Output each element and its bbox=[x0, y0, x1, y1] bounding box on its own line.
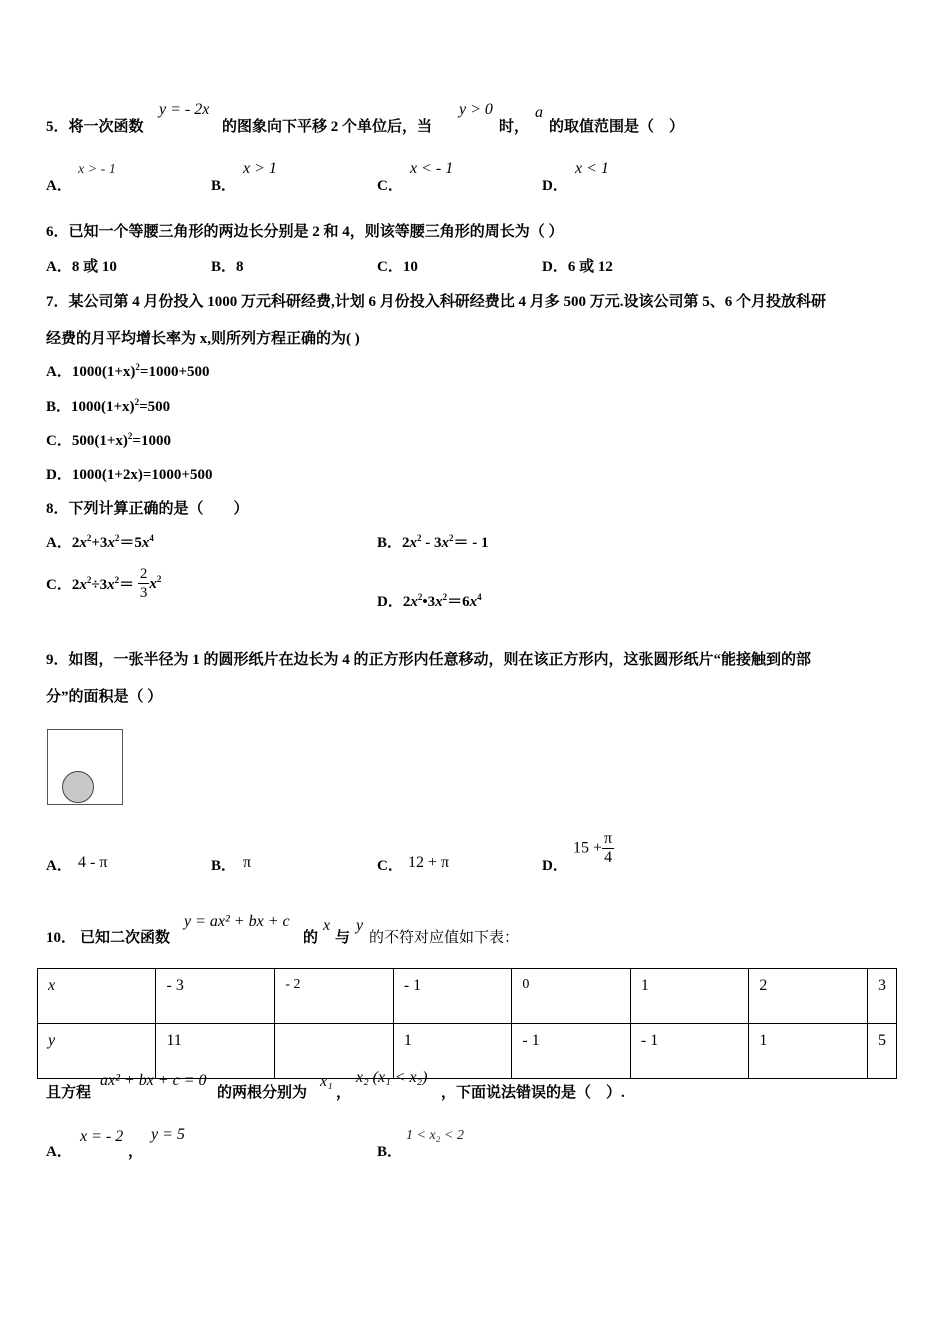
q6-option-c-label: C． bbox=[377, 259, 403, 275]
q10-option-a-expr-2: y = 5 bbox=[151, 1126, 185, 1143]
q6-option-a-expr: 8 或 10 bbox=[71, 259, 117, 275]
q10-text-2: 的 bbox=[303, 930, 319, 946]
q9-option-d-label: D． bbox=[542, 858, 568, 874]
table-cell: 1 bbox=[749, 1024, 868, 1079]
q7-option-b-sup: 2 bbox=[134, 397, 140, 407]
table-cell: - 3 bbox=[156, 969, 275, 1024]
q7-option-b-post: =500 bbox=[139, 399, 171, 415]
q8-option-d: D．$2x^2•3x^2=6x^4$ bbox=[377, 592, 482, 610]
q7-option-b bbox=[46, 395, 170, 416]
table-cell: 1 bbox=[393, 1024, 512, 1079]
q7-option-c-pre: 500(1+x) bbox=[71, 433, 128, 449]
q10-text-1: 已知二次函数 bbox=[80, 930, 171, 946]
table-row bbox=[38, 1024, 897, 1079]
q10-option-a-expr-1: x = - 2 bbox=[80, 1128, 124, 1145]
q10-cond-text-3: ，下面说法错误的是（ ）. bbox=[441, 1085, 625, 1101]
q7-option-a-pre: 1000(1+x) bbox=[71, 364, 136, 380]
q5-text-3: 时， bbox=[499, 119, 530, 135]
q10-cond-text-2: 的两根分别为 bbox=[217, 1085, 308, 1101]
q6-option-d-expr: 6 或 12 bbox=[567, 259, 613, 275]
table-cell: x bbox=[38, 969, 156, 1024]
q5-option-b-label: B． bbox=[211, 178, 237, 194]
q6-option-c bbox=[377, 255, 418, 276]
table-cell: - 1 bbox=[393, 969, 512, 1024]
q10-option-b-label: B． bbox=[377, 1144, 403, 1160]
q7-option-c-sup: 2 bbox=[127, 431, 133, 441]
q5-text-4: 的取值范围是（ ） bbox=[549, 119, 685, 135]
q7-option-d-label: D． bbox=[46, 467, 72, 483]
q8-option-a-label: A． bbox=[46, 535, 72, 551]
q5-text-2: 的图象向下平移 2 个单位后，当 bbox=[222, 119, 433, 135]
table-cell: 11 bbox=[156, 1024, 275, 1079]
q6-option-b bbox=[211, 255, 244, 276]
q5-option-a-expr: x > - 1 bbox=[78, 162, 116, 177]
q6-option-d-label: D． bbox=[542, 259, 568, 275]
q9-option-b-expr: π bbox=[243, 854, 252, 871]
q10-y-var: y bbox=[356, 917, 364, 934]
q5-option-d-expr: x < 1 bbox=[575, 160, 609, 177]
q10-function: y = ax² + bx + c bbox=[184, 913, 290, 930]
q9-option-a-expr: 4 - π bbox=[78, 854, 108, 871]
q9-stem-line2: 分”的面积是（ ） bbox=[46, 689, 163, 705]
q5-condition: y > 0 bbox=[459, 101, 493, 118]
q10-option-a-label: A． bbox=[46, 1144, 72, 1160]
q7-option-a-sup: 2 bbox=[135, 362, 140, 372]
table-cell: y bbox=[38, 1024, 156, 1079]
q9-stem-line1: 9．如图，一张半径为 1 的圆形纸片在边长为 4 的正方形内任意移动，则在该正方形内，这张圆形纸片“能接触到的部 bbox=[46, 652, 812, 668]
q5-variable: a bbox=[535, 104, 543, 121]
q9-option-b-label: B． bbox=[211, 858, 237, 874]
q5-number: 5． bbox=[46, 119, 69, 135]
q7-option-c-label: C． bbox=[46, 433, 72, 449]
q7-option-d-pre: 1000(1+2x)=1000+500 bbox=[71, 467, 213, 483]
q5-text-1: 将一次函数 bbox=[68, 119, 144, 135]
q8-option-c-fraction bbox=[138, 565, 150, 602]
q5-option-d-label: D． bbox=[542, 178, 568, 194]
table-cell: 2 bbox=[749, 969, 868, 1024]
table-cell: 3 bbox=[867, 969, 896, 1024]
q7-option-c-post: =1000 bbox=[132, 433, 171, 449]
q7-option-b-pre: 1000(1+x) bbox=[71, 399, 135, 415]
q8-option-b: B．$2x^2 - 3x^2= - 1$ bbox=[377, 533, 489, 551]
table-cell: - 1 bbox=[512, 1024, 631, 1079]
q10-text-4: 的不符对应值如下表： bbox=[369, 930, 520, 946]
q9-option-d-numerator: π bbox=[604, 830, 613, 847]
q9-option-a-label: A． bbox=[46, 858, 72, 874]
q8-option-c-denominator: 3 bbox=[139, 585, 148, 601]
q5-option-a-label: A． bbox=[46, 178, 72, 194]
table-row bbox=[38, 969, 897, 1024]
q8-option-c-numerator: 2 bbox=[139, 566, 148, 582]
q8-option-c: C．$2x^2\div 3x^2=$ $\frac{2}{3}$ $x^2$ bbox=[46, 566, 162, 601]
q5-function: y = - 2x bbox=[159, 101, 210, 118]
q10-option-a-sep: ， bbox=[128, 1144, 144, 1160]
q9-option-c-expr: 12 + π bbox=[408, 854, 450, 871]
q10-comma: ， bbox=[336, 1085, 352, 1101]
table-cell: - 2 bbox=[275, 969, 393, 1024]
q6-option-a bbox=[46, 255, 117, 276]
q5-option-c-expr: x < - 1 bbox=[410, 160, 454, 177]
q7-option-a-label: A． bbox=[46, 364, 72, 380]
q8-option-b-label: B． bbox=[377, 535, 403, 551]
q7-option-a bbox=[46, 360, 210, 381]
q9-option-d-fraction bbox=[602, 830, 614, 867]
q6-option-b-label: B． bbox=[211, 259, 237, 275]
q8-option-c-label: C． bbox=[46, 577, 72, 593]
q8-stem: 8．下列计算正确的是（ ） bbox=[46, 501, 249, 517]
q10-root-2: x₂ (x₁ < x₂) bbox=[356, 1069, 428, 1086]
q7-stem-line2: 经费的月平均增长率为 x,则所列方程正确的为( ) bbox=[46, 331, 360, 347]
q10-root-1: x₁ bbox=[320, 1073, 333, 1090]
q8-option-a: A．$2x^2+3x^2=5x^4$ bbox=[46, 533, 154, 551]
q6-stem: 6．已知一个等腰三角形的两边长分别是 2 和 4，则该等腰三角形的周长为（ ） bbox=[46, 224, 564, 240]
q5-stem bbox=[46, 115, 144, 136]
q7-option-a-post: =1000+500 bbox=[139, 364, 210, 380]
table-cell: 0 bbox=[512, 969, 631, 1024]
q6-option-c-expr: 10 bbox=[402, 259, 418, 275]
q7-option-d bbox=[46, 463, 212, 484]
table-cell: 5 bbox=[867, 1024, 896, 1079]
q6-option-a-label: A． bbox=[46, 259, 72, 275]
q9-option-d-expr bbox=[573, 830, 614, 867]
q9-option-c-label: C． bbox=[377, 858, 403, 874]
q9-circle-figure bbox=[62, 771, 94, 803]
q5-option-c-label: C． bbox=[377, 178, 403, 194]
q10-equation: ax² + bx + c = 0 bbox=[100, 1072, 207, 1089]
q10-number: 10． bbox=[46, 930, 77, 946]
q8-option-d-label: D． bbox=[377, 594, 403, 610]
table-cell: 1 bbox=[630, 969, 749, 1024]
table-cell: - 1 bbox=[630, 1024, 749, 1079]
q10-cond-text-1: 且方程 bbox=[46, 1085, 92, 1101]
q6-option-d bbox=[542, 255, 613, 276]
q5-option-b-expr: x > 1 bbox=[243, 160, 277, 177]
q10-value-table bbox=[37, 968, 897, 1079]
q9-option-d-denominator: 4 bbox=[604, 849, 613, 866]
q10-text-3: 与 bbox=[335, 930, 351, 946]
q7-option-c bbox=[46, 429, 171, 450]
q7-stem-line1: 7．某公司第 4 月份投入 1000 万元科研经费,计划 6 月份投入科研经费比 4 月多 500 万元.设该公司第 5、6 个月投放科研 bbox=[46, 294, 827, 310]
q9-option-d-prefix: 15 + bbox=[573, 839, 603, 857]
q6-option-b-expr: 8 bbox=[236, 259, 244, 275]
q7-option-b-label: B． bbox=[46, 399, 72, 415]
q10-x-var: x bbox=[323, 917, 331, 934]
q10-option-b-expr: 1 < x₂ < 2 bbox=[406, 1128, 464, 1143]
